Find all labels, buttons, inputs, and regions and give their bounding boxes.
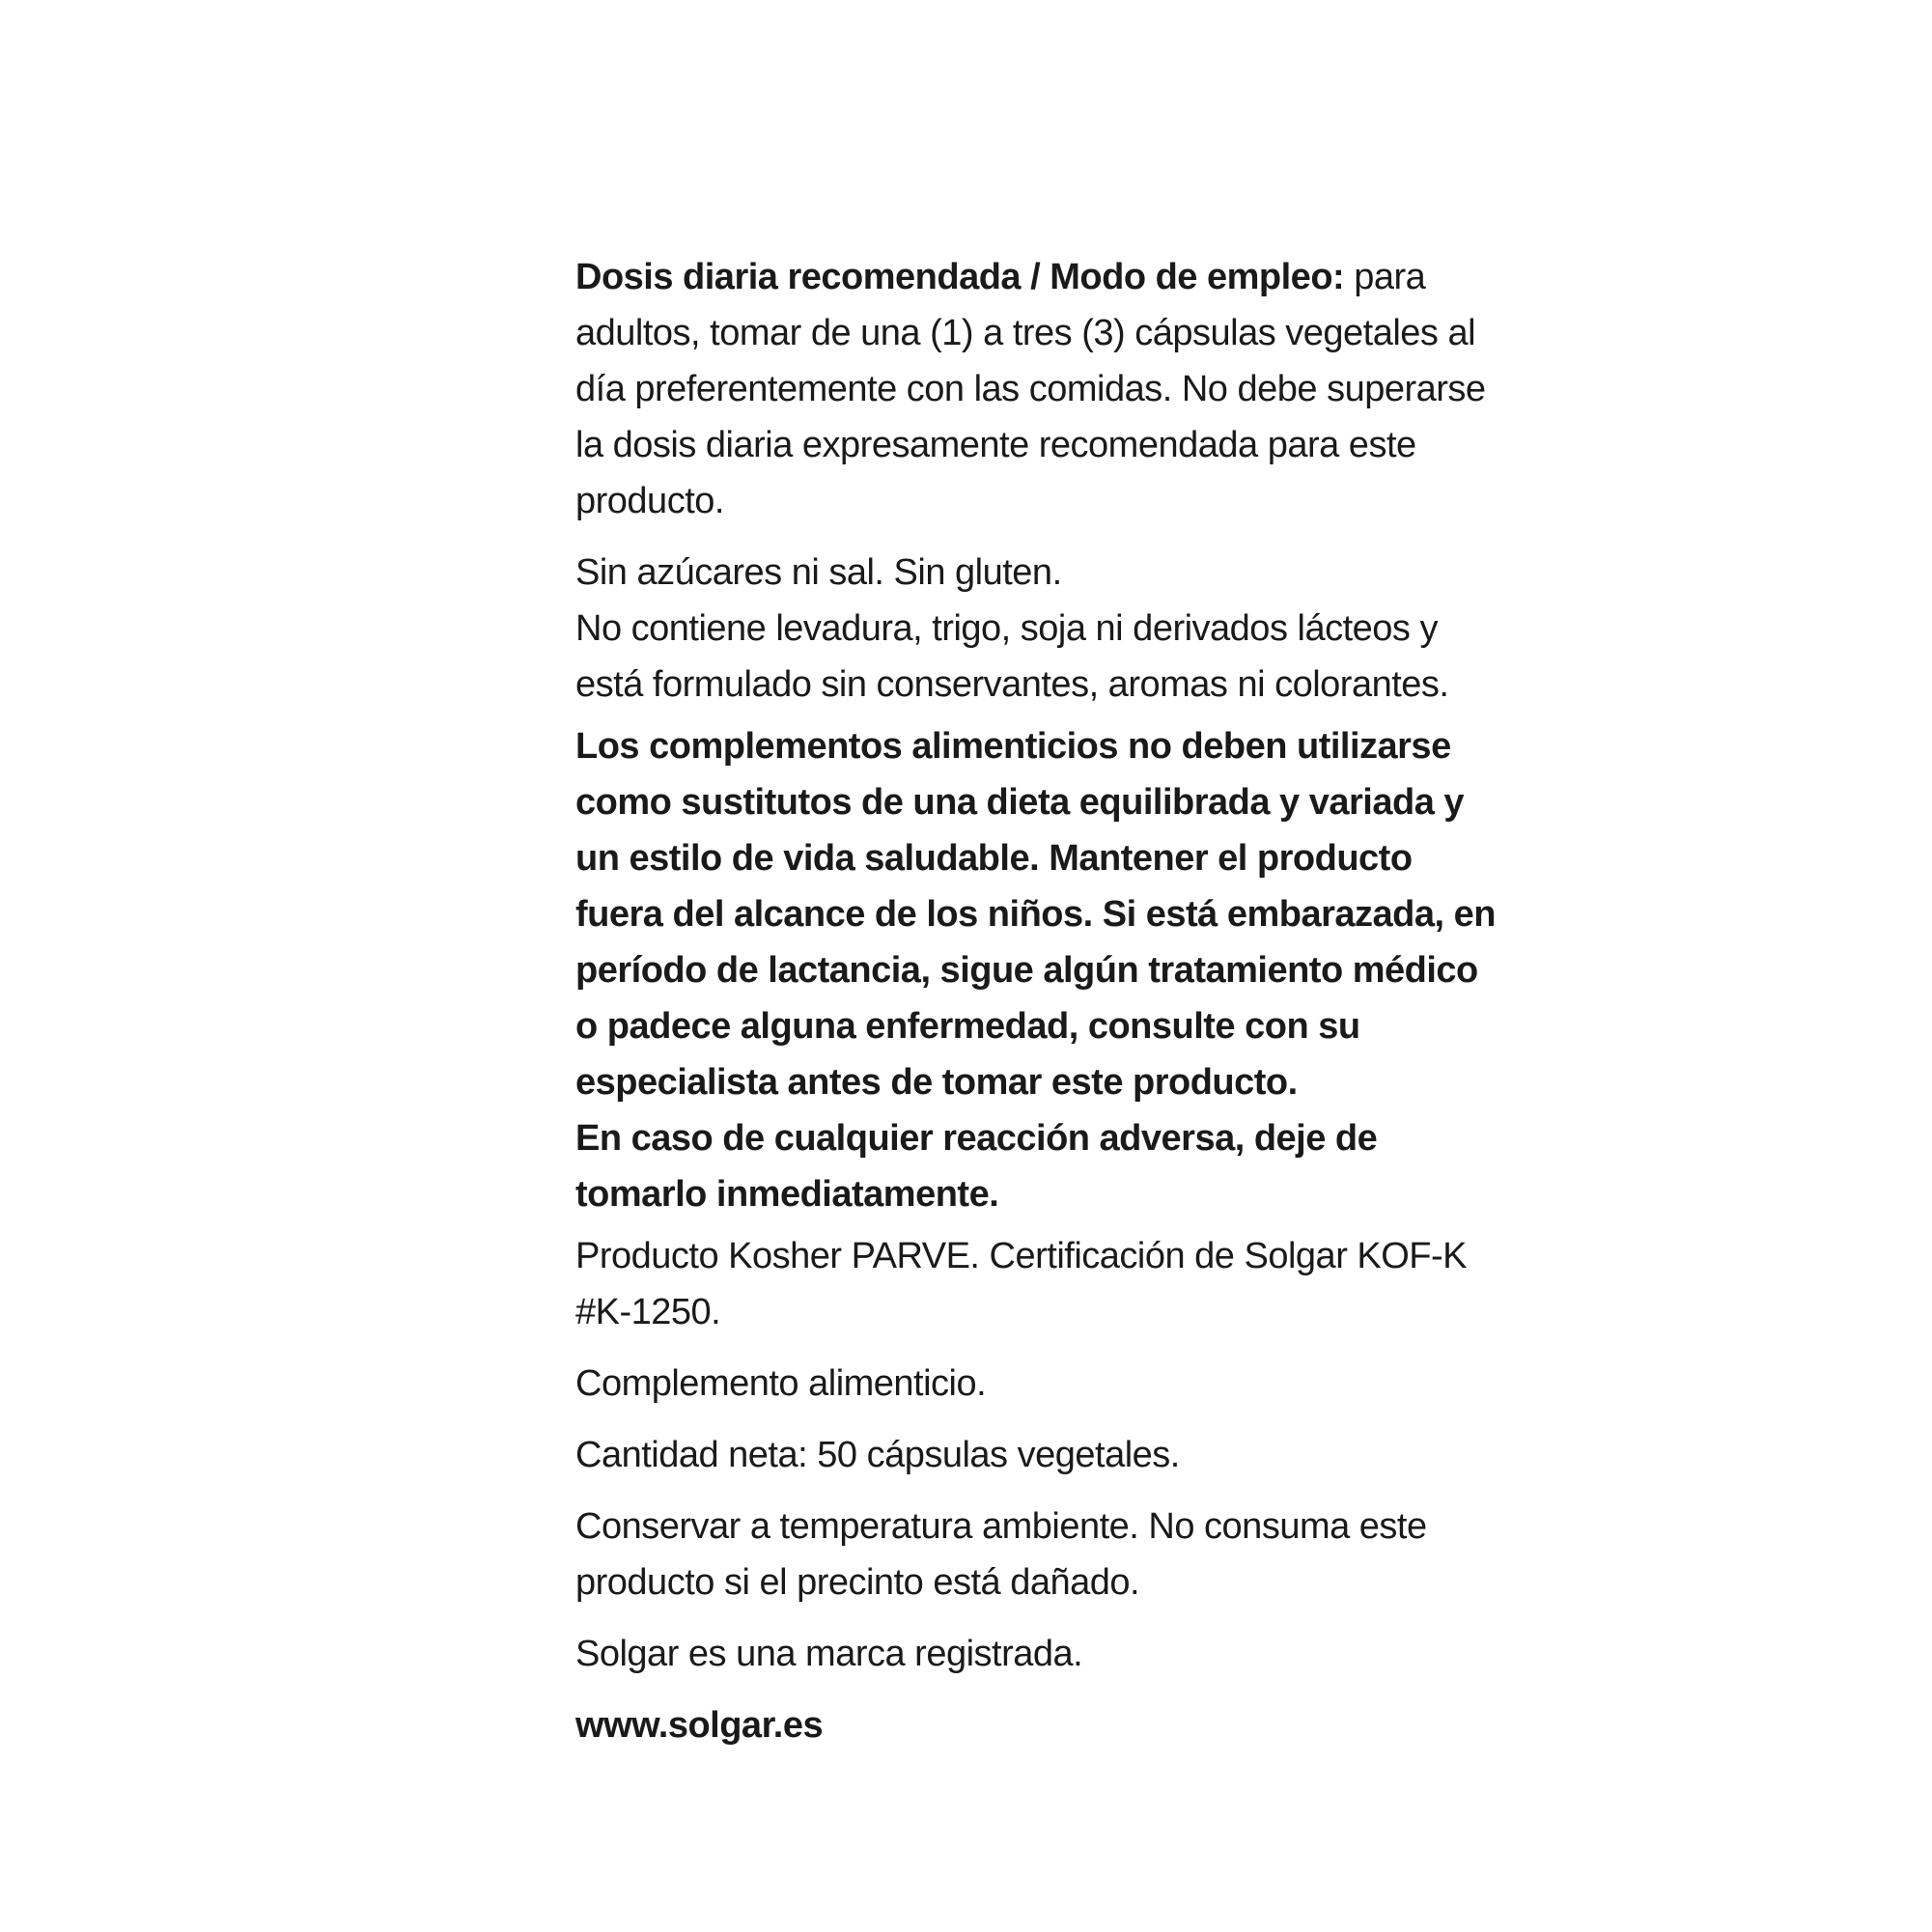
storage-instructions: Conservar a temperatura ambiente. No consuma este producto si el precinto está dañado. xyxy=(575,1506,1427,1603)
free-from-line-1: Sin azúcares ni sal. Sin gluten. xyxy=(575,552,1062,593)
dosage-paragraph xyxy=(575,249,1502,529)
dosage-heading: Dosis diaria recomendada / Modo de empleo: xyxy=(575,257,1345,297)
dosage-text: para adultos, tomar de una (1) a tres (3) cápsulas vegetales al día preferentemente con las comidas. No debe superarse la dosis diaria expresamente recomendada para este producto. xyxy=(575,257,1486,521)
warnings-block xyxy=(575,718,1502,1222)
warning-text-1: Los complementos alimenticios no deben utilizarse como sustitutos de una dieta equilibrada y variada y un estilo de vida saludable. Mantener el producto fuera del alcance de los niños. Si está embarazada, en período de lactancia, sigue algún tratamiento médico o padece alguna enfermedad, consulte con su especialista antes de tomar este producto. xyxy=(575,726,1496,1103)
website-text[interactable]: www.solgar.es xyxy=(575,1705,824,1746)
free-from-line-2: No contiene levadura, trigo, soja ni derivados lácteos y está formulado sin conservantes, aromas ni colorantes. xyxy=(575,608,1449,705)
product-label-text xyxy=(575,249,1502,1769)
trademark-notice: Solgar es una marca registrada. xyxy=(575,1634,1083,1674)
website-link[interactable] xyxy=(575,1697,1502,1753)
kosher-certification: Producto Kosher PARVE. Certificación de Solgar KOF-K #K-1250. xyxy=(575,1236,1468,1332)
warning-text-2: En caso de cualquier reacción adversa, deje de tomarlo inmediatamente. xyxy=(575,1118,1378,1215)
supplement-type: Complemento alimenticio. xyxy=(575,1363,987,1404)
net-quantity: Cantidad neta: 50 cápsulas vegetales. xyxy=(575,1435,1180,1475)
